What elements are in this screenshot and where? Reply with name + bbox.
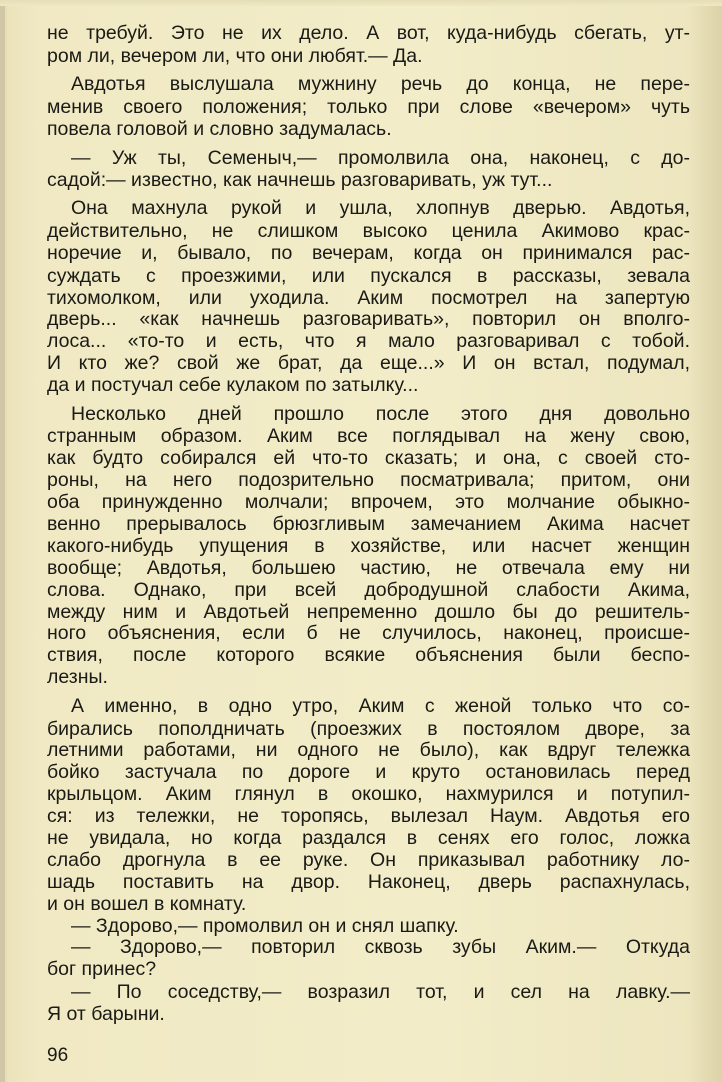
text-line: садой:— известно, как начнешь разговаривать, уж тут...: [47, 169, 553, 191]
text-line: действительно, не слишком высоко ценила Акимово крас-: [47, 220, 690, 242]
text-line: шадь поставить на двор. Наконец, дверь распахнулась,: [47, 871, 690, 893]
text-line: бог принес?: [47, 958, 157, 980]
text-line: ствия, после которого всякие объяснения были беспо-: [47, 644, 690, 666]
page-left-edge: [0, 0, 5, 1082]
text-line: не требуй. Это не их дело. А вот, куда-нибудь сбегать, ут-: [47, 22, 690, 44]
text-line: как будто собирался ей что-то сказать; и она, с своей сто-: [47, 447, 690, 469]
text-line: ного объяснения, если б не случилось, наконец, происше-: [47, 622, 690, 644]
text-line: норечие и, бывало, по вечерам, когда он принимался рас-: [47, 242, 690, 264]
text-line: не увидала, но когда раздался в сенях его голос, ложка: [47, 827, 690, 849]
text-line: роны, на него подозрительно посматривала; притом, они: [47, 469, 690, 491]
text-line: лоса... «то-то и есть, что я мало разговаривал с тобой.: [47, 330, 690, 352]
page-top-edge: [0, 0, 722, 6]
text-line: — Здорово,— повторил сквозь зубы Аким.— Откуда: [71, 936, 690, 958]
text-line: — Уж ты, Семеныч,— промолвила она, наконец, с до-: [71, 147, 690, 169]
text-line: вообще; Авдотья, большею частию, не отвечала ему ни: [47, 557, 690, 579]
text-line: менив своего положения; только при слове «вечером» чуть: [47, 96, 690, 118]
text-line: да и постучал себе кулаком по затылку...: [47, 374, 419, 396]
text-line: ся: из тележки, не торопясь, вылезал Наум. Авдотья его: [47, 805, 690, 827]
text-line: венно прерывалось брюзгливым замечанием Акима насчет: [47, 513, 690, 535]
text-line: Я от барыни.: [47, 1003, 165, 1025]
text-line: Несколько дней прошло после этого дня довольно: [71, 403, 690, 425]
text-line: бирались пополдничать (проезжих в постоялом дворе, за: [47, 718, 690, 740]
text-line: слова. Однако, при всей добродушной слабости Акима,: [47, 579, 690, 601]
text-line: какого-нибудь упущения в хозяйстве, или насчет женщин: [47, 535, 690, 557]
text-line: крыльцом. Аким глянул в окошко, нахмурился и потупил-: [47, 783, 690, 805]
text-line: повела головой и словно задумалась.: [47, 118, 392, 140]
text-line: А именно, в одно утро, Аким с женой только что со-: [71, 695, 690, 717]
text-line: бойко застучала по дороге и круто остановилась перед: [47, 761, 690, 783]
text-line: лезны.: [47, 666, 108, 688]
text-line: оба принужденно молчали; впрочем, это молчание обыкно-: [47, 491, 690, 513]
text-line: ром ли, вечером ли, что они любят.— Да.: [47, 45, 423, 67]
text-line: Она махнула рукой и ушла, хлопнув дверью. Авдотья,: [71, 197, 690, 219]
text-line: тихомолком, или уходила. Аким посмотрел на запертую: [47, 287, 690, 309]
text-line: Авдотья выслушала мужнину речь до конца, не пере-: [71, 73, 690, 95]
text-line: — По соседству,— возразил тот, и сел на лавку.—: [71, 981, 690, 1003]
text-line: дверь... «как начнешь разговаривать», повторил он вполго-: [47, 308, 690, 330]
text-line: между ним и Авдотьей непременно дошло бы до решитель-: [47, 601, 690, 623]
text-line: странным образом. Аким все поглядывал на жену свою,: [47, 425, 690, 447]
page-number: 96: [47, 1045, 69, 1066]
text-line: слабо дрогнула в ее руке. Он приказывал работнику ло-: [47, 849, 690, 871]
text-line: И кто же? свой же брат, да еще...» И он встал, подумал,: [47, 352, 690, 374]
text-line: и он вошел в комнату.: [47, 893, 247, 915]
text-line: — Здорово,— промолвил он и снял шапку.: [71, 915, 459, 937]
text-line: суждать с проезжими, или пускался в рассказы, зевала: [47, 265, 690, 287]
text-line: летними работами, ни одного не было), как вдруг тележка: [47, 739, 690, 761]
